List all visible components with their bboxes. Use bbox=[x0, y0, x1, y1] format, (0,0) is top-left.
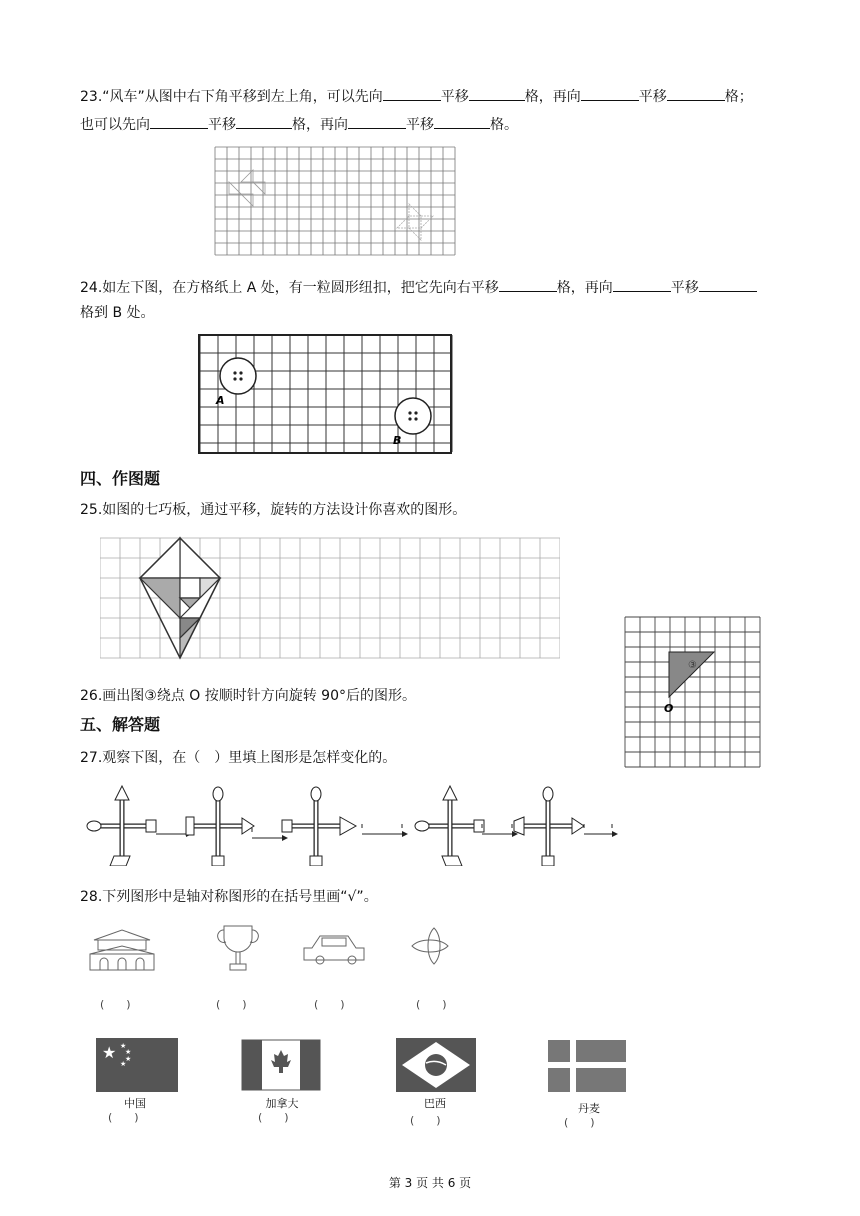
figure-5 bbox=[514, 787, 584, 866]
q23-blank-4[interactable] bbox=[667, 86, 725, 101]
section-5-heading: 五、解答题 bbox=[80, 715, 161, 734]
point-o-label: O bbox=[664, 702, 674, 715]
paren-6[interactable]: ( ) bbox=[258, 1111, 289, 1124]
flag-name-denmark: 丹麦 bbox=[578, 1102, 600, 1115]
arrow-5 bbox=[584, 824, 618, 837]
tiananmen-picture bbox=[90, 930, 154, 970]
pinwheel-top-left bbox=[229, 170, 265, 206]
trophy-picture bbox=[218, 926, 259, 970]
figure-3 bbox=[282, 787, 356, 866]
q23-line2: 也可以先向 平移 格，再向 平移 格。 bbox=[80, 114, 518, 135]
car-picture bbox=[304, 936, 364, 964]
paren-4[interactable]: ( ) bbox=[416, 998, 447, 1011]
q23-blank-8[interactable] bbox=[434, 114, 490, 129]
q23-blank-2[interactable] bbox=[469, 86, 525, 101]
q23-blank-6[interactable] bbox=[236, 114, 292, 129]
pinwheel-bottom-right bbox=[397, 204, 433, 240]
china-flag bbox=[96, 1038, 178, 1092]
triangle-3 bbox=[669, 652, 714, 697]
button-a bbox=[220, 358, 256, 394]
q27-text: 27.观察下图，在（ ）里填上图形是怎样变化的。 bbox=[80, 750, 397, 766]
paren-3[interactable]: ( ) bbox=[314, 998, 345, 1011]
q24-line1: 24.如左下图，在方格纸上 A 处，有一粒圆形纽扣，把它先向右平移 格，再向 平移 bbox=[80, 277, 757, 298]
paren-2[interactable]: ( ) bbox=[216, 998, 247, 1011]
section-4-heading: 四、作图题 bbox=[80, 469, 161, 488]
q24-blank-2[interactable] bbox=[613, 277, 671, 292]
paren-5[interactable]: ( ) bbox=[108, 1111, 139, 1124]
svg-text:★: ★ bbox=[120, 1060, 127, 1068]
denmark-flag bbox=[548, 1040, 626, 1092]
paren-8[interactable]: ( ) bbox=[564, 1116, 595, 1129]
q23-pinwheel-grid bbox=[214, 146, 464, 260]
flag-name-canada: 加拿大 bbox=[265, 1097, 299, 1110]
q25-tangram-grid bbox=[100, 536, 560, 670]
page-footer: 第 3 页 共 6 页 bbox=[388, 1176, 472, 1190]
svg-text:★: ★ bbox=[102, 1043, 117, 1062]
q24-line2: 格到 B 处。 bbox=[80, 305, 155, 321]
label-a: A bbox=[216, 394, 225, 407]
svg-text:★: ★ bbox=[125, 1055, 132, 1063]
q28-pictures bbox=[86, 918, 476, 982]
q24-button-grid bbox=[198, 332, 454, 456]
q26-text: 26.画出图③绕点 O 按顺时针方向旋转 90°后的图形。 bbox=[80, 688, 416, 704]
q25-text: 25.如图的七巧板，通过平移，旋转的方法设计你喜欢的图形。 bbox=[80, 502, 467, 518]
arrow-4 bbox=[482, 824, 518, 837]
propeller-picture bbox=[412, 928, 448, 964]
q23-blank-5[interactable] bbox=[150, 114, 208, 129]
q23-line1: 23.“风车”从图中右下角平移到左上角，可以先向 平移 格，再向 平移 格； bbox=[80, 86, 753, 107]
figure-2 bbox=[186, 787, 254, 866]
svg-text:③: ③ bbox=[688, 660, 697, 671]
label-b: B bbox=[393, 434, 402, 447]
svg-text:★: ★ bbox=[120, 1042, 127, 1050]
q28-flags bbox=[90, 1034, 630, 1096]
q27-sequence bbox=[86, 782, 626, 866]
canada-flag bbox=[242, 1040, 320, 1090]
q24-blank-1[interactable] bbox=[499, 277, 557, 292]
q23-blank-7[interactable] bbox=[348, 114, 406, 129]
button-b bbox=[395, 398, 431, 434]
svg-text:★: ★ bbox=[125, 1048, 132, 1056]
flag-name-brazil: 巴西 bbox=[424, 1097, 446, 1110]
brazil-flag bbox=[396, 1038, 476, 1092]
paren-7[interactable]: ( ) bbox=[410, 1114, 441, 1127]
paren-1[interactable]: ( ) bbox=[100, 998, 131, 1011]
figure-1 bbox=[87, 786, 156, 866]
q24-blank-3[interactable] bbox=[699, 277, 757, 292]
figure-4 bbox=[415, 786, 484, 866]
q23-blank-3[interactable] bbox=[581, 86, 639, 101]
q26-rotation-grid bbox=[624, 616, 764, 770]
q28-text: 28.下列图形中是轴对称图形的在括号里画“√”。 bbox=[80, 889, 378, 905]
arrow-3 bbox=[362, 824, 408, 837]
q23-blank-1[interactable] bbox=[383, 86, 441, 101]
flag-name-china: 中国 bbox=[124, 1097, 146, 1110]
